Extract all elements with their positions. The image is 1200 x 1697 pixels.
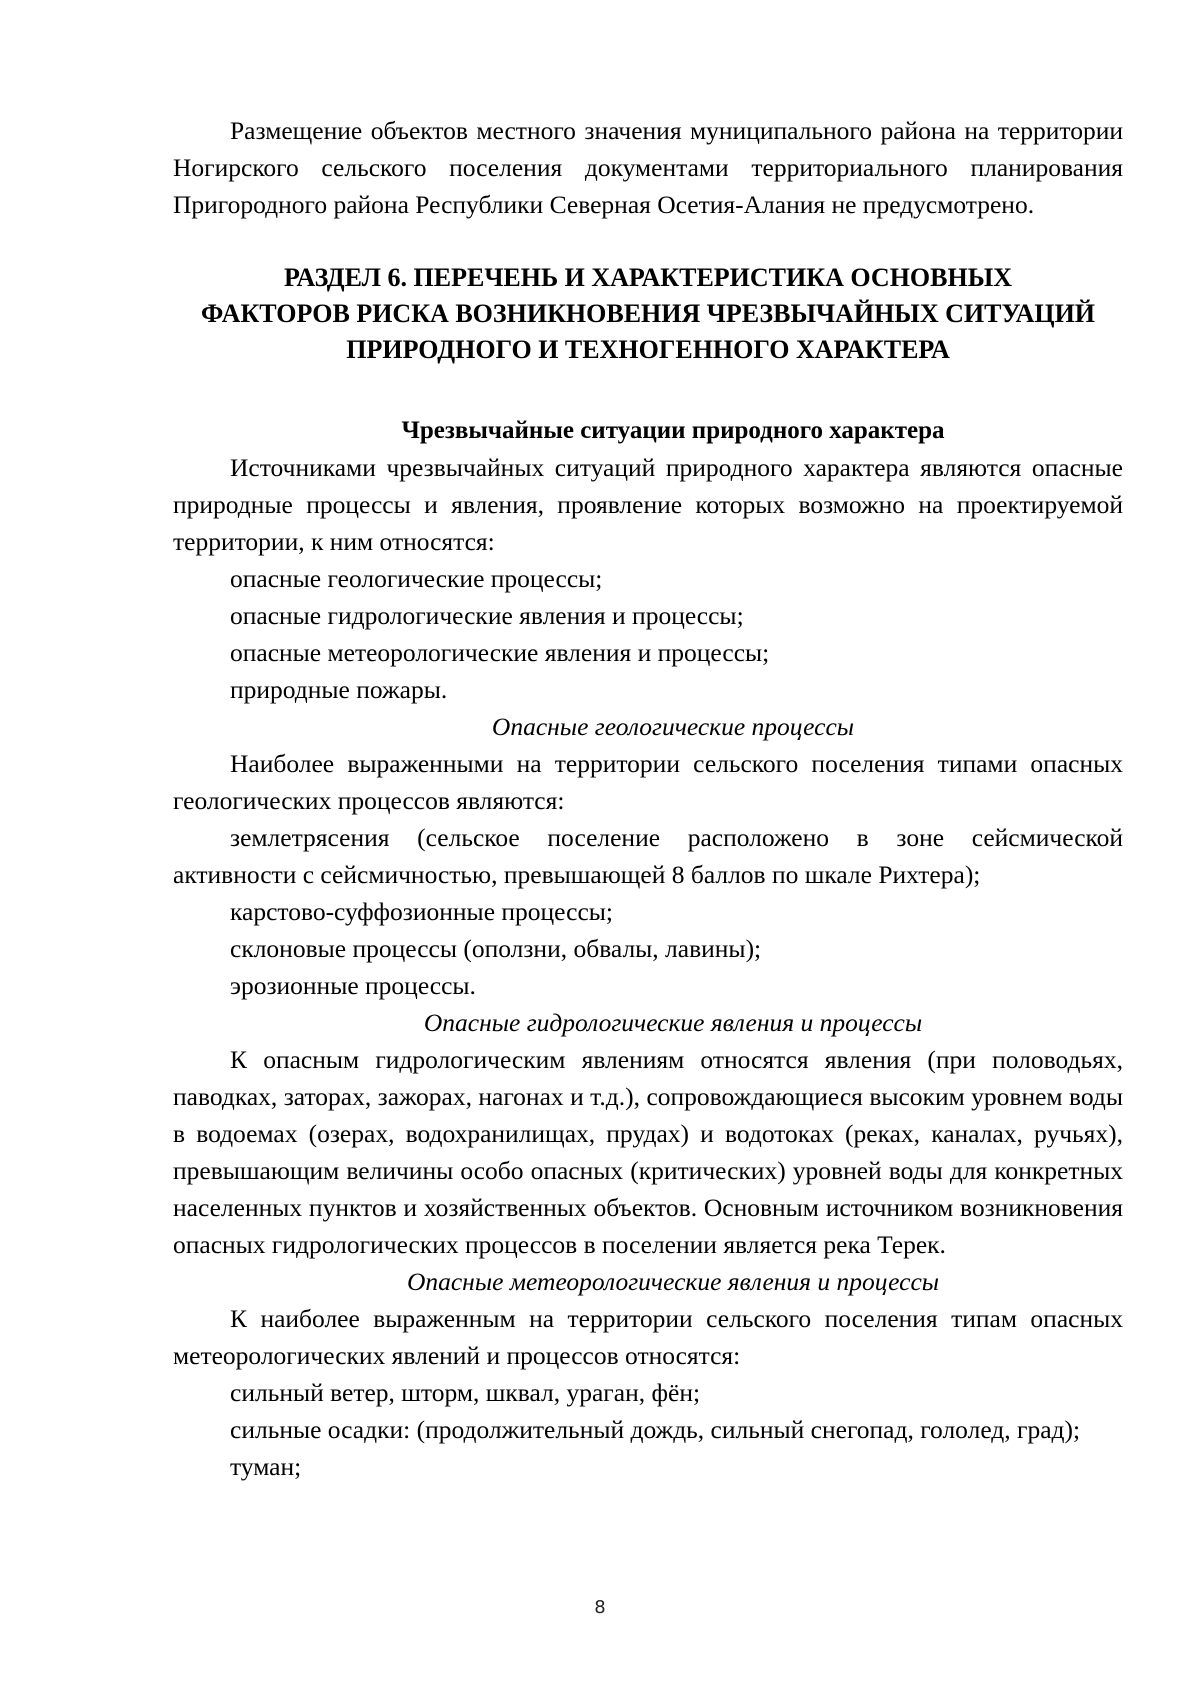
geological-list-item: землетрясения (сельское поселение расположено в зоне сейсмической активности с сейсмичностью, превышающей 8 баллов по шкале Рихтера); xyxy=(173,823,1123,889)
natural-emergencies-heading: Чрезвычайные ситуации природного характера xyxy=(401,417,945,444)
meteorological-intro-paragraph: К наиболее выраженным на территории сельского поселения типам опасных метеорологических явлений и процессов относятся: xyxy=(173,1304,1123,1370)
hydrological-paragraph: К опасным гидрологическим явлениям относятся явления (при половодьях, паводках, заторах, зажорах, нагонах и т.д.), сопровождающиеся высоким уровнем воды в водоемах (озерах, водохранилищах, прудах) и водотоках (реках, каналах, ручьях), превышающим величины особо опасных (критических) уровней воды для конкретных населенных пунктов и хозяйственных объектов. Основным источником возникновения опасных гидрологических процессов в поселении является река Терек. xyxy=(173,1045,1123,1259)
geological-heading: Опасные геологические процессы xyxy=(491,712,855,741)
hydrological-heading: Опасные гидрологические явления и процессы xyxy=(423,1008,923,1037)
natural-list-item: опасные метеорологические явления и процессы; xyxy=(230,638,770,667)
section-title-line-3: ПРИРОДНОГО И ТЕХНОГЕННОГО ХАРАКТЕРА xyxy=(346,335,950,364)
natural-list-item: природные пожары. xyxy=(230,675,448,704)
document-page xyxy=(173,112,1123,1485)
page-number: 8 xyxy=(594,1597,606,1618)
meteorological-heading: Опасные метеорологические явления и процессы xyxy=(406,1267,940,1296)
natural-list-item: опасные геологические процессы; xyxy=(230,564,603,593)
geological-list-item: эрозионные процессы. xyxy=(230,971,476,1000)
section-title xyxy=(173,260,1123,368)
intro-paragraph: Размещение объектов местного значения муниципального района на территории Ногирского сельского поселения документами территориального планирования Пригородного района Республики Северная Осетия-Алания не предусмотрено. xyxy=(173,116,1123,219)
meteorological-list-item: сильный ветер, шторм, шквал, ураган, фён; xyxy=(230,1378,701,1407)
meteorological-list-item: сильные осадки: (продолжительный дождь, сильный снегопад, гололед, град); xyxy=(230,1415,1081,1444)
natural-list-item: опасные гидрологические явления и процессы; xyxy=(230,601,744,630)
geological-list-item: склоновые процессы (оползни, обвалы, лавины); xyxy=(230,934,762,963)
section-title-line-1: РАЗДЕЛ 6. ПЕРЕЧЕНЬ И ХАРАКТЕРИСТИКА ОСНОВНЫХ xyxy=(283,263,1013,292)
geological-intro-paragraph: Наиболее выраженными на территории сельского поселения типами опасных геологических процессов являются: xyxy=(173,749,1123,815)
natural-intro-paragraph: Источниками чрезвычайных ситуаций природного характера являются опасные природные процессы и явления, проявление которых возможно на проектируемой территории, к ним относятся: xyxy=(173,453,1123,556)
geological-list-item: карстово-суффозионные процессы; xyxy=(230,897,613,926)
meteorological-list-item: туман; xyxy=(230,1452,302,1481)
section-title-line-2: ФАКТОРОВ РИСКА ВОЗНИКНОВЕНИЯ ЧРЕЗВЫЧАЙНЫХ СИТУАЦИЙ xyxy=(200,299,1096,328)
